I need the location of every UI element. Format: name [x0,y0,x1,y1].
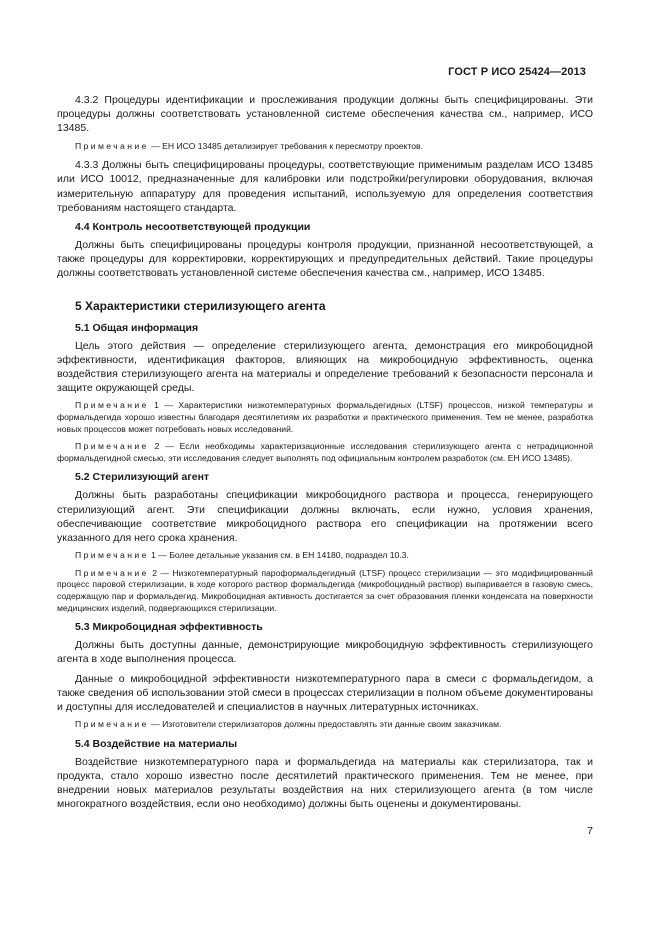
note-text: 2 — Если необходимы характеризационные исследования стерилизующего агента с нетрадиционной формальдегидной смесью, эти исследования следует выполнять под официальным контролем разработок (см. ЕН ИСО 13485). [57,441,593,463]
paragraph: Должны быть специфицированы процедуры контроля продукции, признанной несоответствующей, а также процедуры для корректировки, корректирующих и предупредительных действий. Такие процедуры должны соответствовать установленной системе обеспечения качества см., например, ИСО 13485. [57,239,593,280]
paragraph: Должны быть доступны данные, демонстрирующие микробоцидную эффективность стерилизующего агента в ходе выполнения процесса. [57,639,593,666]
note-label: Примечание [75,140,149,151]
note [57,441,593,464]
subsection-heading: 5.4 Воздействие на материалы [75,737,238,750]
document-header-id: ГОСТ Р ИСО 25424—2013 [448,66,586,78]
note-label: Примечание [75,719,149,730]
note-text: 1 — Характеристики низкотемпературных формальдегидных (LTSF) процессов, низкой температуры и формальдегида хорошо известны благодаря десятилетиям их разработки и практического применения. Тем не менее, разработка новых процессов может потребовать новых исследований. [57,400,593,434]
note-label: Примечание [75,441,149,452]
note [57,568,593,614]
note-text: — ЕН ИСО 13485 детализирует требования к пересмотру проектов. [148,140,423,151]
note-label: Примечание [75,550,149,561]
note [57,400,593,435]
note [57,141,593,153]
subsection-heading: 5.1 Общая информация [75,321,199,334]
note-label: Примечание [75,567,149,578]
note-label: Примечание [75,400,149,411]
subsection-heading: 4.4 Контроль несоответствующей продукции [75,221,311,234]
note [57,719,593,731]
section-heading: 5 Характеристики стерилизующего агента [75,298,326,313]
paragraph: Данные о микробоцидной эффективности низкотемпературного пара в смеси с формальдегидом, а также сведения об использовании этой смеси в процессах стерилизации в полном объеме документированы и доступны для исследователей и специалистов в научных литературных источниках. [57,672,593,713]
document-body [57,93,593,817]
subsection-heading: 5.3 Микробоцидная эффективность [75,621,263,634]
paragraph: Цель этого действия — определение стерилизующего агента, демонстрация его микробоцидной эффективности, идентификация факторов, влияющих на микробоцидную эффективность, оценка воздействия стерилизующего агента на материалы и определение требований к безопасности персонала и защите окружающей среды. [57,339,593,395]
paragraph: 4.3.3 Должны быть специфицированы процедуры, соответствующие применимым разделам ИСО 13485 или ИСО 10012, предназначенные для калибровки или подстройки/регулировки оборудования, включая измерительную аппаратуру для проведения испытаний, используемую для определения соответствия требованиям настоящего стандарта. [57,159,593,214]
paragraph: Воздействие низкотемпературного пара и формальдегида на материалы как стерилизатора, так и продукта, стало хорошо известно после десятилетий практического применения. Тем не менее, при внедрении новых материалов результаты воздействия на них стерилизующего агента (в том числе многократного воздействия, если оно необходимо) должны быть оценены и документированы. [57,755,593,811]
note-text: 1 — Более детальные указания см. в ЕН 14180, подраздел 10.3. [148,550,409,561]
page-number: 7 [587,825,593,837]
subsection-heading: 5.2 Стерилизующий агент [75,471,210,484]
note-text: — Изготовители стерилизаторов должны предоставлять эти данные своим заказчикам. [148,719,502,730]
paragraph: Должны быть разработаны спецификации микробоцидного раствора и процесса, генерирующего стерилизующий агент. Эти спецификации должны включать, если нужно, условия хранения, обеспечивающие соответствие микробоцидного раствора его спецификации на протяжении всего указанного для него срока хранения. [57,489,593,545]
note-text: 2 — Низкотемпературный пароформальдегидный (LTSF) процесс стерилизации — это модифицированный процесс паровой стерилизации, в ходе которого раствор формальдегида (микробоцидный раствор) выпаривается в газовую смесь, содержащую пар и формальдегид. Микробоцидная активность достигается за счет образования пленки конденсата на поверхности медицинских изделий, подвергающихся стерилизации. [57,567,593,613]
paragraph: 4.3.2 Процедуры идентификации и прослеживания продукции должны быть специфицированы. Эти процедуры должны соответствовать установленной системе обеспечения качества см., например, ИСО 13485. [57,94,593,135]
note [57,550,593,562]
